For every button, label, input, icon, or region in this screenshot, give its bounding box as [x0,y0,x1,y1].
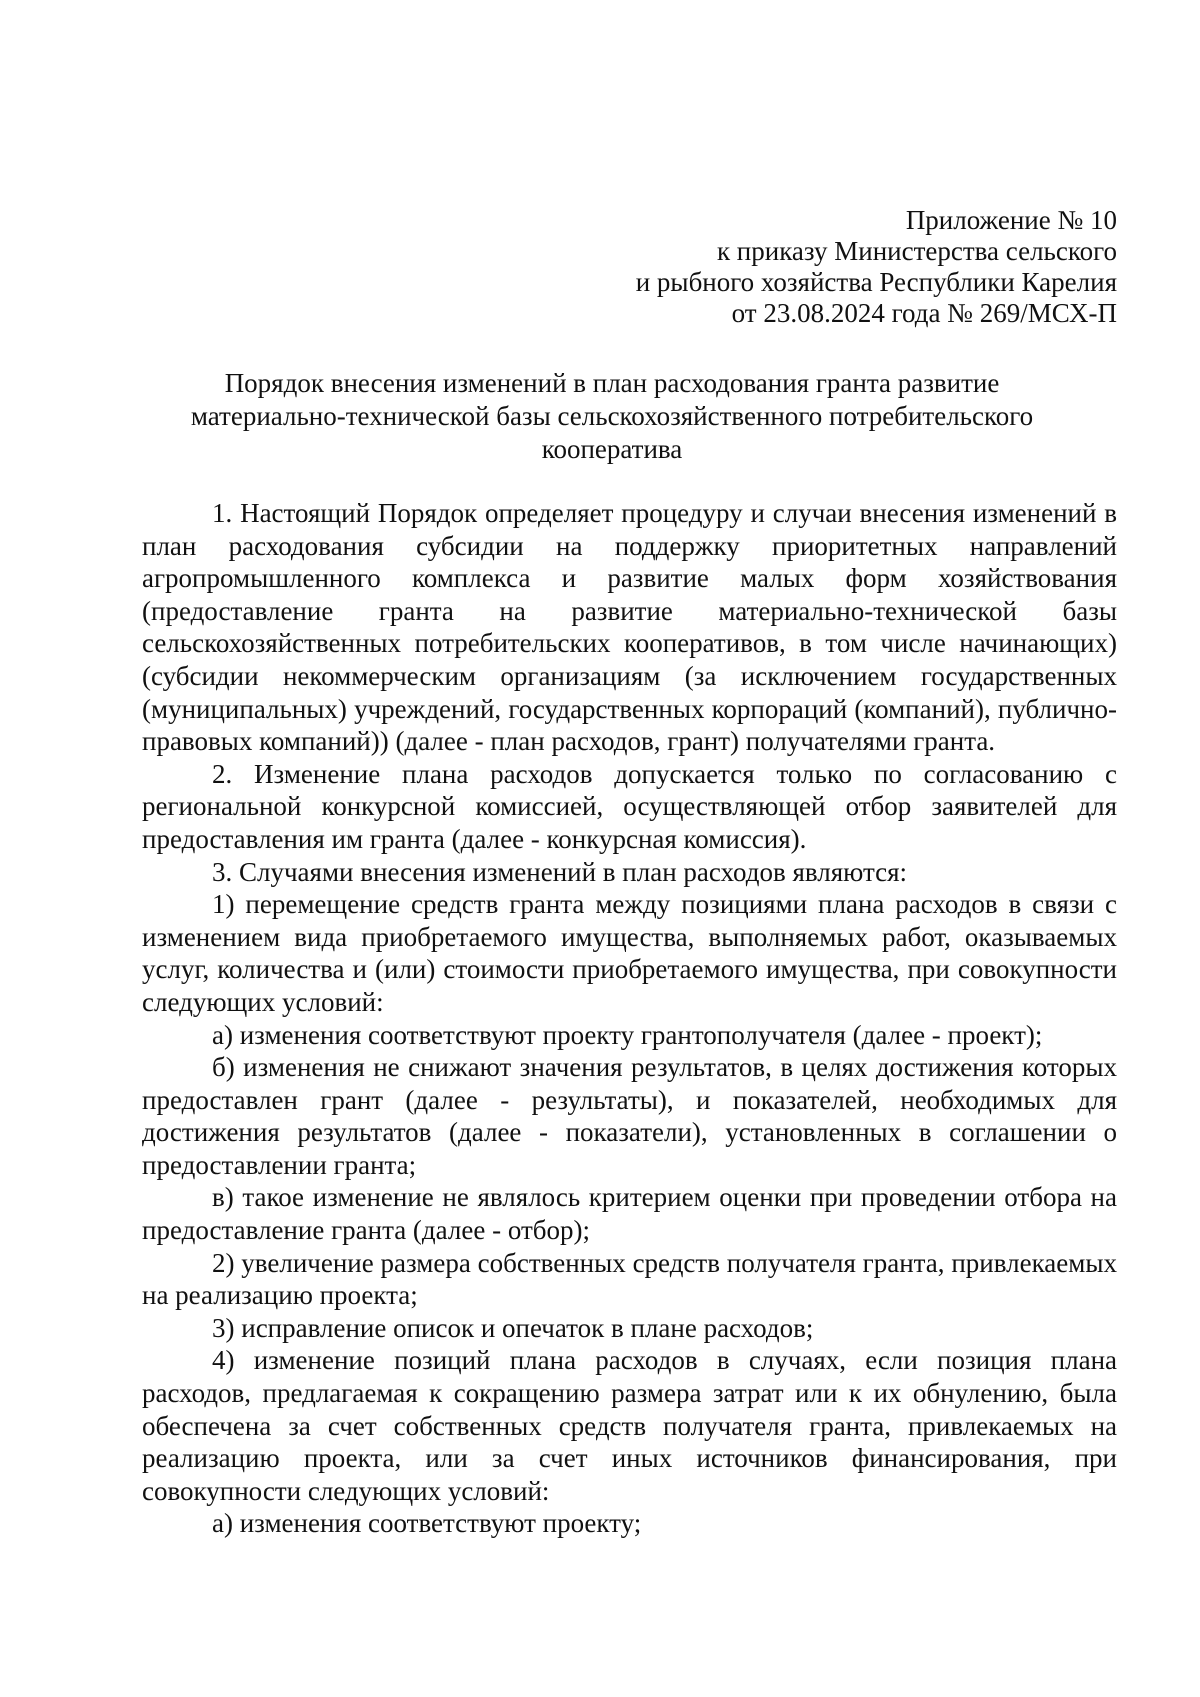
title-line: кооператива [541,434,683,464]
paragraph: 1) перемещение средств гранта между позициями плана расходов в связи с изменением вида приобретаемого имущества, выполняемых работ, оказываемых услуг, количества и (или) стоимости приобретаемого имущества, при совокупности следующих условий: [142,889,1117,1017]
paragraph: б) изменения не снижают значения результатов, в целях достижения которых предоставлен грант (далее - результаты), и показателей, необходимых для достижения результатов (далее - показатели), установленных в соглашении о предоставлении гранта; [142,1052,1117,1180]
paragraph: в) такое изменение не являлось критерием оценки при проведении отбора на предоставление гранта (далее - отбор); [142,1182,1117,1246]
paragraph: 3) исправление описок и опечаток в плане расходов; [212,1312,814,1343]
order-reference-line: к приказу Министерства сельского [716,236,1117,266]
paragraph: 2) увеличение размера собственных средств получателя гранта, привлекаемых на реализацию проекта; [142,1247,1117,1311]
paragraph: а) изменения соответствуют проекту; [212,1508,642,1539]
paragraph: 1. Настоящий Порядок определяет процедуру и случаи внесения изменений в план расходования субсидии на поддержку приоритетных направлений агропромышленного комплекса и развитие малых форм хозяйствования (предоставление гранта на развитие материально-технической базы сельскохозяйственных потребительских кооперативов, в том числе начинающих) (субсидии некоммерческим организациям (за исключением государственных (муниципальных) учреждений, государственных корпораций (компаний), публично-правовых компаний)) (далее - план расходов, грант) получателями гранта. [142,498,1117,757]
paragraph: 3. Случаями внесения изменений в план расходов являются: [212,856,907,887]
document-body [142,497,1117,1540]
appendix-number: Приложение № 10 [905,205,1117,235]
title-line: материально-технической базы сельскохозяйственного потребительского [190,401,1034,431]
paragraph: а) изменения соответствуют проекту грантополучателя (далее - проект); [212,1019,1043,1050]
order-date-number: от 23.08.2024 года № 269/МСХ-П [731,298,1117,328]
document-title [142,367,1082,466]
paragraph: 2. Изменение плана расходов допускается только по согласованию с региональной конкурсной комиссией, осуществляющей отбор заявителей для предоставления им гранта (далее - конкурсная комиссия). [142,758,1117,854]
title-line: Порядок внесения изменений в план расходования гранта развитие [224,368,1000,398]
appendix-header [636,205,1117,329]
ministry-line: и рыбного хозяйства Республики Карелия [635,267,1117,297]
paragraph: 4) изменение позиций плана расходов в случаях, если позиция плана расходов, предлагаемая к сокращению размера затрат или к их обнулению, была обеспечена за счет собственных средств получателя гранта, привлекаемых на реализацию проекта, или за счет иных источников финансирования, при совокупности следующих условий: [142,1345,1117,1506]
